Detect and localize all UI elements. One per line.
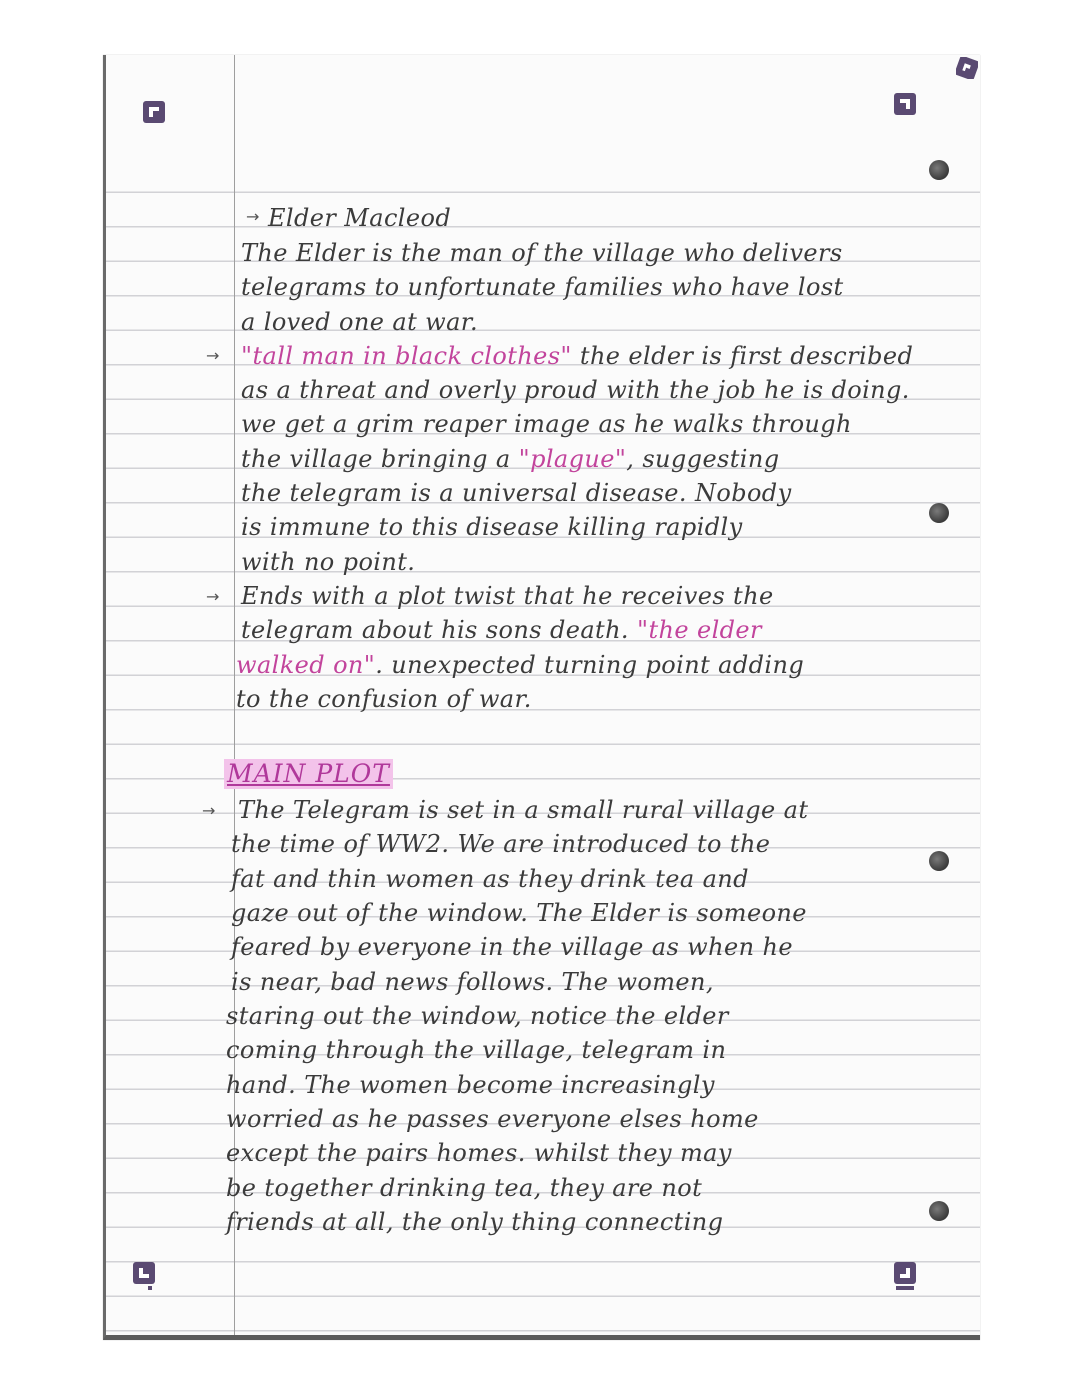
quote-text: "tall man in black clothes"	[241, 342, 572, 370]
text-line: worried as he passes everyone elses home	[226, 1105, 759, 1133]
text-line: friends at all, the only thing connecting	[226, 1208, 724, 1236]
corner-marker-icon	[956, 57, 978, 79]
corner-marker-icon	[893, 92, 917, 116]
text-line	[241, 613, 762, 647]
section-heading: MAIN PLOT	[224, 759, 393, 789]
text-line	[241, 339, 913, 373]
quote-text: "plague"	[518, 445, 627, 473]
text-fragment: the village bringing a	[241, 445, 519, 473]
text-line: coming through the village, telegram in	[226, 1036, 727, 1064]
text-line: we get a grim reaper image as he walks through	[241, 410, 852, 438]
text-line: with no point.	[241, 548, 416, 576]
bullet-arrow-icon: →	[206, 587, 220, 606]
text-line: hand. The women become increasingly	[226, 1071, 715, 1099]
text-line: The Telegram is set in a small rural village at	[238, 796, 809, 824]
text-line: is near, bad news follows. The women,	[231, 968, 714, 996]
quote-text: "the elder	[637, 616, 762, 644]
page-header-band	[106, 55, 980, 159]
quote-text: walked on"	[236, 651, 376, 679]
text-line: be together drinking tea, they are not	[226, 1174, 703, 1202]
notebook-page	[103, 55, 980, 1340]
text-line: fat and thin women as they drink tea and	[231, 865, 749, 893]
text-line: Ends with a plot twist that he receives the	[241, 582, 774, 610]
text-fragment: , suggesting	[626, 445, 780, 473]
punch-hole	[929, 851, 949, 871]
corner-marker-icon	[893, 1261, 917, 1291]
text-line: gaze out of the window. The Elder is someone	[231, 899, 807, 927]
corner-marker-icon	[142, 100, 166, 124]
text-line: feared by everyone in the village as when he	[231, 933, 793, 961]
text-line: telegrams to unfortunate families who have lost	[241, 273, 844, 301]
text-line: except the pairs homes. whilst they may	[226, 1139, 732, 1167]
punch-hole	[929, 1201, 949, 1221]
text-fragment: the elder is first described	[571, 342, 914, 370]
bullet-arrow-icon: →	[206, 346, 220, 365]
corner-marker-icon	[132, 1261, 156, 1291]
text-line: the time of WW2. We are introduced to the	[231, 830, 771, 858]
text-line	[241, 442, 780, 476]
text-line: is immune to this disease killing rapidly	[241, 513, 743, 541]
bullet-arrow-icon: →	[202, 801, 216, 820]
section-title: Elder Macleod	[268, 204, 452, 232]
text-line: a loved one at war.	[241, 308, 479, 336]
punch-hole	[929, 160, 949, 180]
punch-hole	[929, 503, 949, 523]
text-fragment: telegram about his sons death.	[241, 616, 637, 644]
bullet-arrow-icon: →	[246, 207, 260, 226]
text-fragment: . unexpected turning point adding	[375, 651, 805, 679]
text-line: staring out the window, notice the elder	[226, 1002, 729, 1030]
text-line	[236, 648, 804, 682]
text-line: to the confusion of war.	[236, 685, 532, 713]
text-line: The Elder is the man of the village who delivers	[241, 239, 843, 267]
text-line: the telegram is a universal disease. Nobody	[241, 479, 792, 507]
text-line: as a threat and overly proud with the job he is doing.	[241, 376, 910, 404]
